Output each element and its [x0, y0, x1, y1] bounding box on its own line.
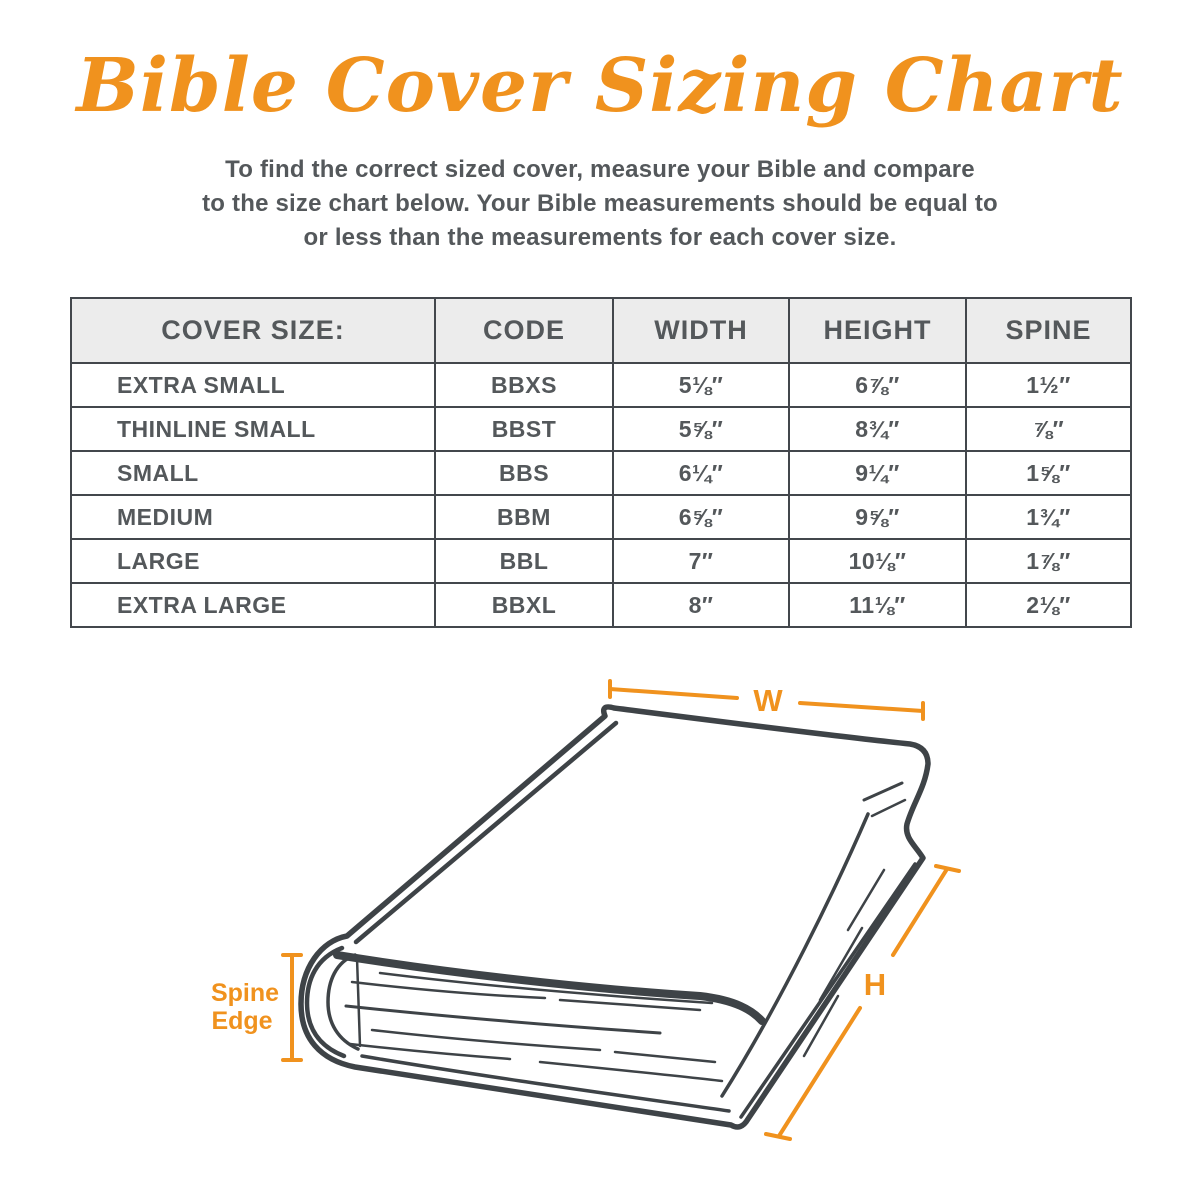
header-cover-size: COVER SIZE:: [71, 298, 435, 363]
cell-size: EXTRA LARGE: [71, 583, 435, 627]
instructions-line-3: or less than the measurements for each cover size.: [303, 224, 897, 251]
cell-height: 9¼″: [789, 451, 966, 495]
cell-width: 5⅛″: [613, 363, 789, 407]
cell-code: BBM: [435, 495, 613, 539]
cell-size: THINLINE SMALL: [71, 407, 435, 451]
cell-height: 9⅝″: [789, 495, 966, 539]
spine-edge-label-line2: Edge: [211, 1007, 273, 1035]
instructions-line-2: to the size chart below. Your Bible measurements should be equal to: [202, 190, 998, 217]
cell-width: 6⅝″: [613, 495, 789, 539]
cell-width: 5⅝″: [613, 407, 789, 451]
instructions-line-1: To find the correct sized cover, measure your Bible and compare: [225, 156, 975, 183]
cell-width: 6¼″: [613, 451, 789, 495]
width-label: W: [753, 683, 783, 718]
cell-spine: 1¾″: [966, 495, 1131, 539]
cell-spine: ⅞″: [966, 407, 1131, 451]
cell-code: BBXL: [435, 583, 613, 627]
cell-height: 10⅛″: [789, 539, 966, 583]
book-illustration-icon: [301, 707, 928, 1127]
cell-width: 7″: [613, 539, 789, 583]
cell-width: 8″: [613, 583, 789, 627]
cell-spine: 2⅛″: [966, 583, 1131, 627]
cell-spine: 1⅞″: [966, 539, 1131, 583]
header-width: WIDTH: [613, 298, 789, 363]
page-title: Bible Cover Sizing Chart: [76, 43, 1124, 129]
cell-spine: 1½″: [966, 363, 1131, 407]
cell-code: BBXS: [435, 363, 613, 407]
header-height: HEIGHT: [789, 298, 966, 363]
spine-edge-label-line1: Spine: [210, 979, 280, 1007]
cell-height: 6⅞″: [789, 363, 966, 407]
cell-code: BBL: [435, 539, 613, 583]
cell-height: 11⅛″: [789, 583, 966, 627]
cell-height: 8¾″: [789, 407, 966, 451]
header-code: CODE: [435, 298, 613, 363]
cell-spine: 1⅝″: [966, 451, 1131, 495]
spine-edge-dimension-line: [283, 955, 301, 1060]
height-label: H: [863, 967, 887, 1002]
header-spine: SPINE: [966, 298, 1131, 363]
cell-code: BBS: [435, 451, 613, 495]
cell-code: BBST: [435, 407, 613, 451]
cell-size: LARGE: [71, 539, 435, 583]
cell-size: SMALL: [71, 451, 435, 495]
cell-size: MEDIUM: [71, 495, 435, 539]
cell-size: EXTRA SMALL: [71, 363, 435, 407]
